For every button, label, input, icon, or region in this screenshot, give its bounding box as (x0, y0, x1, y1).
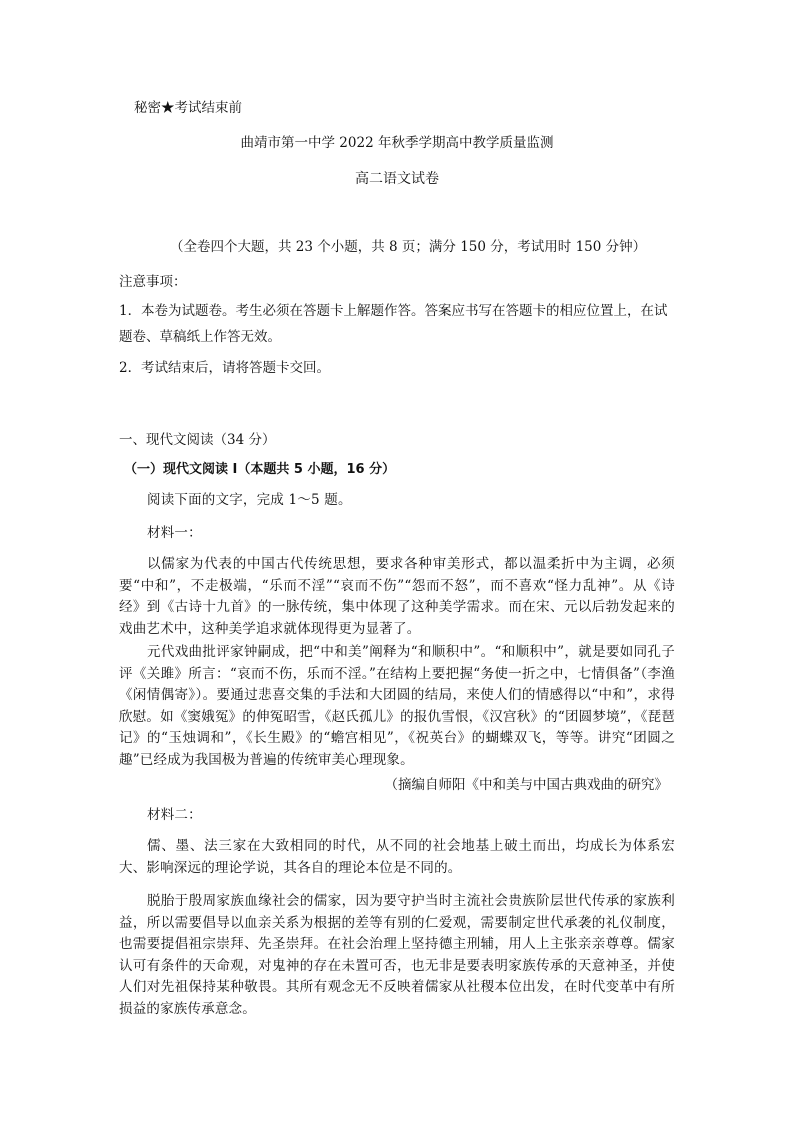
paragraph: 元代戏曲批评家钟嗣成，把“中和美”阐释为“和顺积中”。“和顺积中”，就是要如同孔子评《关雎》所言：“哀而不伤，乐而不淫。”在结构上要把握“务使一折之中，七情俱备”（李渔《闲情偶寄》）。要通过悲喜交集的手法和大团圆的结局，来使人们的情感得以“中和”，求得欣慰。如《窦娥冤》的伸冤昭雪，《赵氏孤儿》的报仇雪恨，《汉宫秋》的“团圆梦境”，《琵琶记》的“玉烛调和”，《长生殿》的“蟾宫相见”，《祝英台》的蝴蝶双飞，等等。讲究“团圆之趣”已经成为我国极为普遍的传统审美心理现象。 (119, 644, 675, 768)
notice-item-number: 2． (119, 360, 142, 376)
school-title: 曲靖市第一中学 2022 年秋季学期高中教学质量监测 (240, 135, 554, 151)
notice-item (119, 298, 679, 350)
paragraph: 以儒家为代表的中国古代传统思想，要求各种审美形式，都以温柔折中为主调，必须要“中和”，不走极端，“乐而不淫”“哀而不伤”“怨而不怒”，而不喜欢“怪力乱神”。从《诗经》到《古诗十九首》的一脉传统，集中体现了这种美学需求。而在宋、元以后勃发起来的戏曲艺术中，这种美学追求就体现得更为显著了。 (119, 556, 675, 637)
notice-item-number: 1． (119, 303, 142, 319)
material-label: 材料一： (147, 525, 202, 541)
material-label: 材料二： (147, 807, 202, 823)
notice-heading: 注意事项： (119, 274, 187, 290)
notice-item-text: 本卷为试题卷。考生必须在答题卡上解题作答。答案应书写在答题卡的相应位置上，在试题卷、草稿纸上作答无效。 (119, 303, 668, 345)
exam-info: （全卷四个大题，共 23 个小题，共 8 页；满分 150 分，考试用时 150 分钟） (170, 239, 647, 255)
subsection-heading: （一）现代文阅读 I（本题共 5 小题，16 分） (124, 462, 396, 477)
exam-title: 高二语文试卷 (355, 171, 439, 187)
section-heading: 一、现代文阅读（34 分） (119, 432, 276, 448)
notice-item (119, 355, 679, 381)
reading-instruction: 阅读下面的文字，完成 1～5 题。 (147, 492, 352, 508)
notice-item-text: 考试结束后，请将答题卡交回。 (141, 360, 330, 376)
source-citation: （摘编自师阳《中和美与中国古典戏曲的研究》 (384, 777, 668, 793)
paragraph: 儒、墨、法三家在大致相同的时代，从不同的社会地基上破土而出，均成长为体系宏大、影响深远的理论学说，其各自的理论本位是不同的。 (119, 838, 675, 876)
confidential-label: 秘密★考试结束前 (134, 100, 242, 116)
paragraph: 脱胎于殷周家族血缘社会的儒家，因为要守护当时主流社会贵族阶层世代传承的家族利益，所以需要倡导以血亲关系为根据的差等有别的仁爱观，需要制定世代承袭的礼仪制度，也需要提倡祖宗崇拜、先圣崇拜。在社会治理上坚持德主刑辅，用人上主张亲亲尊尊。儒家认可有条件的天命观，对鬼神的存在未置可否，也无非是要表明家族传承的天意神圣，并使人们对先祖保持某种敬畏。其所有观念无不反映着儒家从社稷本位出发，在时代变革中有所损益的家族传承意念。 (119, 893, 675, 1017)
